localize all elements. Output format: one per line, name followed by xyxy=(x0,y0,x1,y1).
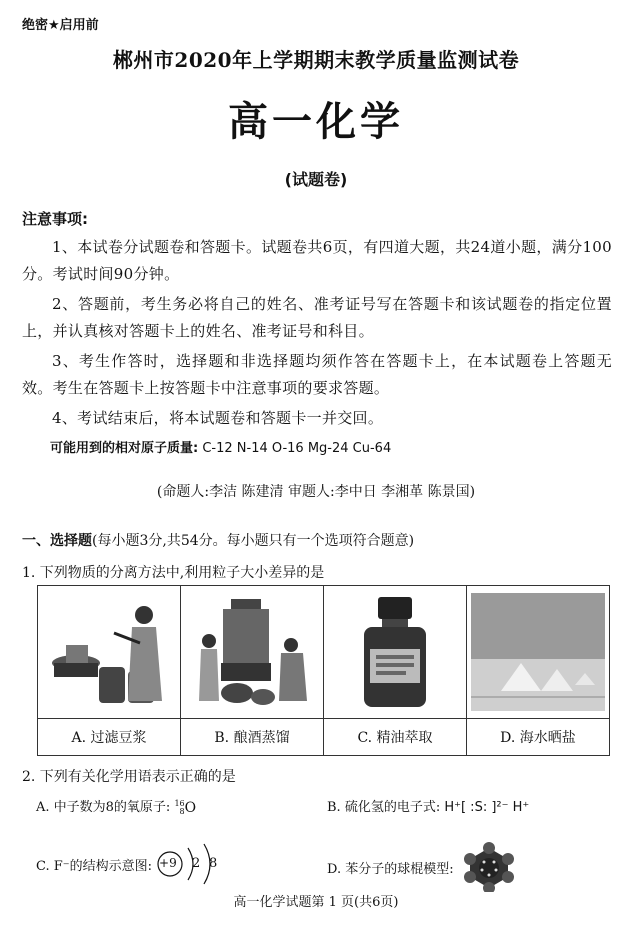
oxygen-isotope xyxy=(174,800,196,816)
exam-title: 郴州市2020年上学期期末教学质量监测试卷 xyxy=(112,48,520,72)
option-a-image xyxy=(38,586,181,719)
question-2-stem: 2. 下列有关化学用语表示正确的是 xyxy=(22,769,236,785)
millstone-illustration-icon xyxy=(44,593,174,711)
option-c-image xyxy=(324,586,467,719)
option-d-image xyxy=(467,586,610,719)
page-footer: 高一化学试题第 1 页(共6页) xyxy=(233,895,399,910)
section-1-header xyxy=(22,530,414,550)
question-2-option-c xyxy=(36,842,234,886)
section-1-desc: (每小题3分,共54分。每小题只有一个选项符合题意) xyxy=(92,533,415,549)
question-2-option-b xyxy=(327,796,529,815)
notice-item-3: 3、考生作答时，选择题和非选择题均须作答在答题卡上，在本试题卷上答题无效。考生在答题卡上按答题卡中注意事项的要求答题。 xyxy=(22,352,612,397)
option-c-caption: C. 精油萃取 xyxy=(324,719,467,756)
notice-heading: 注意事项: xyxy=(22,210,88,228)
secret-label: 绝密★启用前 xyxy=(22,18,99,33)
option-d-caption: D. 海水晒盐 xyxy=(467,719,610,756)
option-d-text: D. 苯分子的球棍模型: xyxy=(327,861,454,877)
notice-item-2: 2、答题前，考生务必将自己的姓名、准考证号写在答题卡和该试题卷的指定位置上，并认真核对答题卡上的姓名、准考证号和科目。 xyxy=(22,295,612,340)
option-b-caption: B. 酿酒蒸馏 xyxy=(181,719,324,756)
h2s-electron-formula: H⁺[ :S: ]²⁻ H⁺ xyxy=(444,800,530,815)
notice-item-1: 1、本试卷分试题卷和答题卡。试题卷共6页，有四道大题，共24道小题，满分100分。考试时间90分钟。 xyxy=(22,238,612,283)
salt-pan-photo-icon xyxy=(471,593,605,711)
option-a-caption: A. 过滤豆浆 xyxy=(38,719,181,756)
distillery-illustration-icon xyxy=(187,593,317,711)
shell-2-electrons: 8 xyxy=(209,856,218,871)
atomic-mass-label: 可能用到的相对原子质量: xyxy=(50,441,199,456)
essential-oil-bottle-icon xyxy=(330,593,460,711)
question-1-image-table xyxy=(37,585,610,756)
shell-1-electrons: 2 xyxy=(192,856,201,871)
authors-line: (命题人:李洁 陈建清 审题人:李中日 李湘革 陈景国) xyxy=(156,484,476,500)
option-c-text: C. F⁻的结构示意图: xyxy=(36,858,153,874)
paper-type: (试题卷) xyxy=(284,170,348,189)
isotope-mass-number: 16 xyxy=(174,798,185,808)
option-b-text: B. 硫化氢的电子式: xyxy=(327,800,441,815)
option-b-image xyxy=(181,586,324,719)
isotope-element-symbol: O xyxy=(184,799,197,816)
section-1-title: 一、选择题 xyxy=(22,533,92,549)
question-2-option-d xyxy=(327,842,520,892)
fluoride-ion-structure-diagram xyxy=(154,842,234,886)
question-1-stem: 1. 下列物质的分离方法中,利用粒子大小差异的是 xyxy=(22,565,325,581)
isotope-atomic-number: 8 xyxy=(179,806,185,816)
atomic-mass-values: C-12 N-14 O-16 Mg-24 Cu-64 xyxy=(202,441,392,456)
option-a-text: A. 中子数为8的氧原子: xyxy=(36,800,171,815)
subject-title: 高一化学 xyxy=(228,99,404,145)
nucleus-charge: +9 xyxy=(159,856,177,870)
atomic-masses xyxy=(50,437,391,456)
notice-item-4: 4、考试结束后，将本试题卷和答题卡一并交回。 xyxy=(52,409,384,427)
benzene-ball-stick-model-icon xyxy=(458,842,520,892)
question-2-option-a xyxy=(36,796,196,816)
